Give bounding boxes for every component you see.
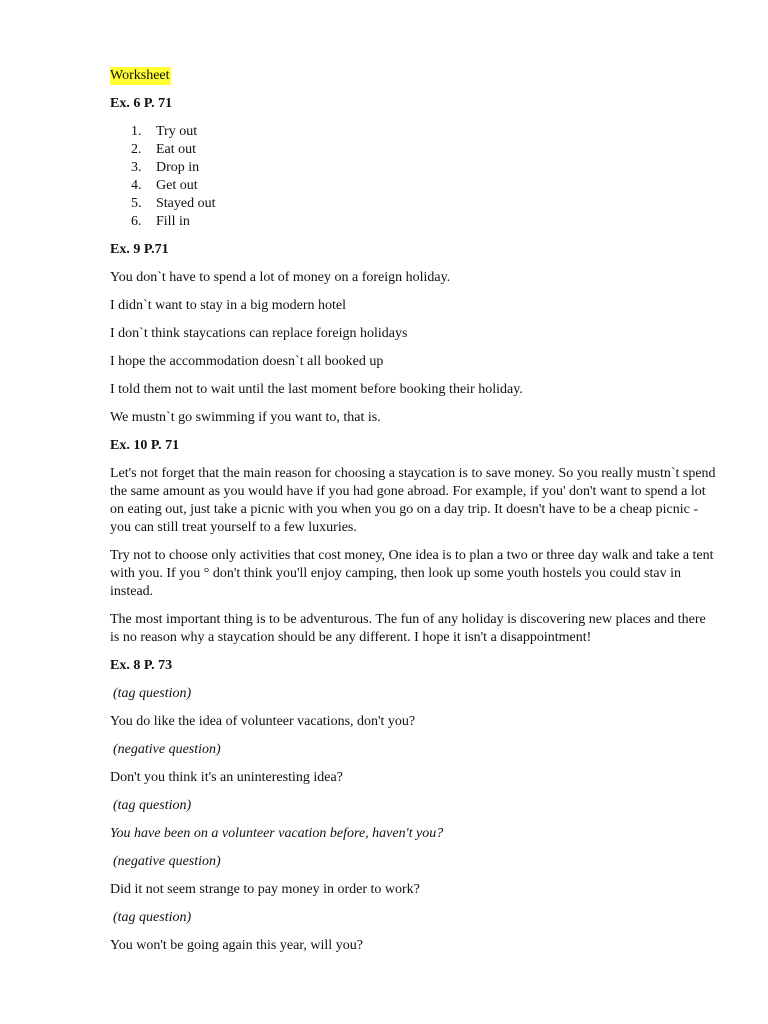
list-item bbox=[110, 123, 718, 141]
ex6-heading: Ex. 6 P. 71 bbox=[110, 96, 173, 111]
ex9-sentence: I hope the accommodation doesn`t all booked up bbox=[110, 354, 384, 369]
ex9-sentence: You don`t have to spend a lot of money on a foreign holiday. bbox=[110, 270, 451, 285]
ex9-sentence: I didn`t want to stay in a big modern hotel bbox=[110, 298, 347, 313]
list-number: 4. bbox=[131, 178, 142, 193]
list-item bbox=[110, 159, 718, 177]
list-item bbox=[110, 195, 718, 213]
ex8-sentence: You do like the idea of volunteer vacations, don't you? bbox=[110, 714, 416, 729]
list-item bbox=[110, 213, 718, 231]
ex6-list bbox=[110, 123, 718, 231]
ex8-sentence: Did it not seem strange to pay money in order to work? bbox=[110, 882, 420, 897]
list-item-text: Fill in bbox=[156, 214, 190, 229]
question-type-label: (tag question) bbox=[113, 910, 192, 925]
ex10-paragraph: The most important thing is to be adventurous. The fun of any holiday is discovering new places and there is no reason why a staycation should be any different. I hope it isn't a disappointment! bbox=[110, 612, 706, 645]
ex9-heading: Ex. 9 P.71 bbox=[110, 242, 169, 257]
list-item-text: Drop in bbox=[156, 160, 200, 175]
ex9-sentence: I don`t think staycations can replace foreign holidays bbox=[110, 326, 408, 341]
worksheet-label: Worksheet bbox=[110, 68, 170, 83]
ex9-sentence: I told them not to wait until the last moment before booking their holiday. bbox=[110, 382, 523, 397]
list-item bbox=[110, 141, 718, 159]
ex10-paragraph: Let's not forget that the main reason for choosing a staycation is to save money. So you really mustn`t spend the same amount as you would have if you had gone abroad. For example, if you' don't want to spend a lot on eating out, just take a picnic with you when you go on a day trip. It doesn't have to be a cheap picnic - you can still treat yourself to a few luxuries. bbox=[110, 466, 716, 535]
list-number: 3. bbox=[131, 160, 142, 175]
question-type-label: (negative question) bbox=[113, 742, 221, 757]
list-item-text: Get out bbox=[156, 178, 198, 193]
question-type-label: (tag question) bbox=[113, 798, 192, 813]
ex10-paragraph: Try not to choose only activities that cost money, One idea is to plan a two or three day walk and take a tent with you. If you ° don't think you'll enjoy camping, then look up some youth hostels you could stav in instead. bbox=[110, 548, 714, 599]
list-item-text: Stayed out bbox=[156, 196, 216, 211]
ex9-sentence: We mustn`t go swimming if you want to, that is. bbox=[110, 410, 381, 425]
ex8-sentence: Don't you think it's an uninteresting idea? bbox=[110, 770, 343, 785]
list-item-text: Try out bbox=[156, 124, 198, 139]
ex8-heading: Ex. 8 P. 73 bbox=[110, 658, 173, 673]
ex8-sentence: You won't be going again this year, will you? bbox=[110, 938, 363, 953]
list-number: 6. bbox=[131, 214, 142, 229]
list-number: 5. bbox=[131, 196, 142, 211]
list-item bbox=[110, 177, 718, 195]
worksheet-page bbox=[110, 67, 718, 965]
list-item-text: Eat out bbox=[156, 142, 197, 157]
list-number: 2. bbox=[131, 142, 142, 157]
question-type-label: (negative question) bbox=[113, 854, 221, 869]
question-type-label: (tag question) bbox=[113, 686, 192, 701]
worksheet-title-row bbox=[110, 67, 718, 85]
ex8-sentence: You have been on a volunteer vacation before, haven't you? bbox=[110, 826, 444, 841]
ex10-heading: Ex. 10 P. 71 bbox=[110, 438, 180, 453]
list-number: 1. bbox=[131, 124, 142, 139]
